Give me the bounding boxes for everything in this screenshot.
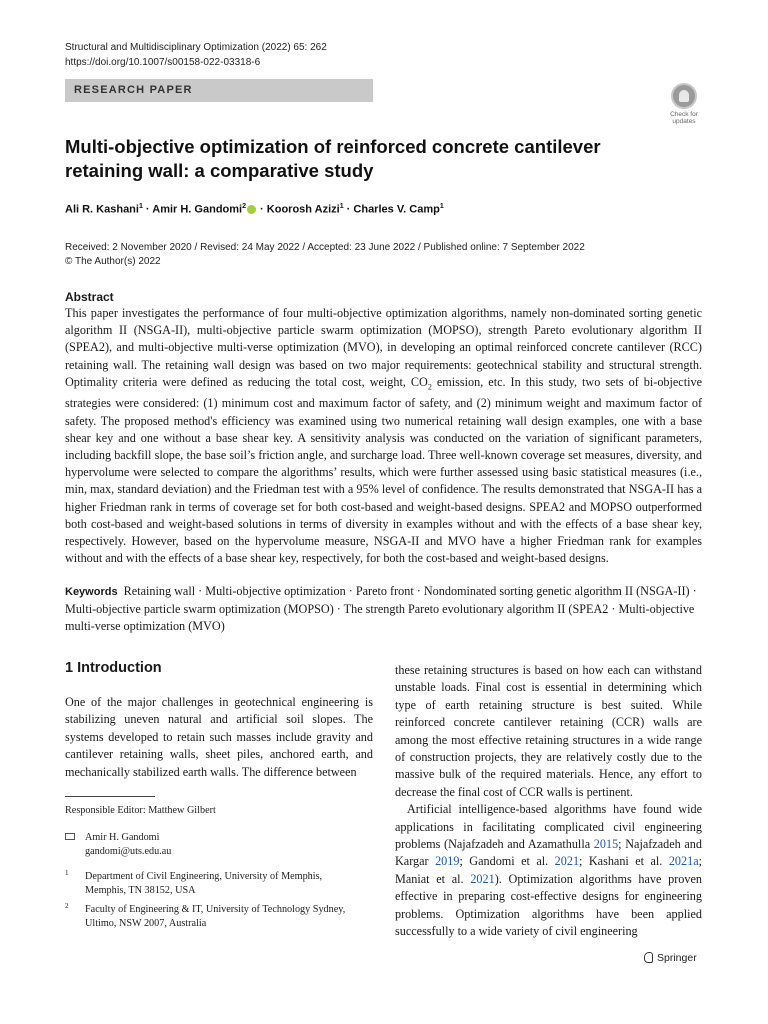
affiliation	[65, 903, 365, 930]
article-type-label: RESEARCH PAPER	[74, 84, 193, 96]
author-separator: ·	[343, 203, 354, 216]
contact-name: Amir H. Gandomi	[85, 832, 160, 843]
dates-line: Received: 2 November 2020 / Revised: 24 May 2022 / Accepted: 23 June 2022 / Published online: 7 September 2022	[65, 242, 585, 253]
affiliation-number: 1	[65, 869, 69, 877]
paper-title: Multi-objective optimization of reinforced concrete cantilever retaining wall: a comparative study	[65, 136, 601, 181]
publication-history	[65, 241, 585, 269]
springer-horse-icon	[644, 952, 653, 963]
abstract-heading: Abstract	[65, 290, 114, 304]
author-separator: ·	[142, 203, 153, 216]
paragraph	[395, 801, 702, 940]
author-affiliation-marker: 1	[138, 203, 143, 210]
check-for-updates-badge[interactable]	[664, 83, 704, 125]
orcid-icon[interactable]	[247, 205, 256, 214]
corresponding-author	[65, 831, 171, 858]
keywords-text: Retaining wall · Multi-objective optimization · Pareto front · Nondominated sorting genetic algorithm II (NSGA-II) · Multi-objective particle swarm optimization (MOPSO) · The strength Pareto evolutionary algorithm II (SPEA2 · Multi-objective multi-verse optimization (MVO)	[65, 584, 697, 634]
article-type-banner	[65, 79, 373, 102]
paragraph-text: ; Najafzadeh and Kargar	[395, 837, 702, 869]
citation-link[interactable]: 2019	[435, 854, 460, 869]
citation-link[interactable]: 2021	[554, 854, 580, 869]
paragraph-text: Artificial intelligence-based algorithms have found wide applications in facilitating complicated civil engineering problems (Najafzadeh and Azamathulla	[395, 802, 702, 852]
publisher-name: Springer	[657, 952, 697, 964]
responsible-editor: Responsible Editor: Matthew Gilbert	[65, 805, 216, 816]
keywords-label: Keywords	[65, 586, 118, 598]
co2-subscript: 2	[427, 382, 432, 392]
paragraph: One of the major challenges in geotechnical engineering is stabilizing uneven natural and artificial soil slopes. The systems developed to retain such masses include gravity and cantilever retaining walls, sheet piles, anchored earth, and mechanically stabilized earth walls. The difference between	[65, 695, 373, 779]
abstract-text-part2: emission, etc. In this study, two sets of bi-objective strategies were considered: (1) minimum cost and maximum factor of safety, and (2) minimum weight and maximum factor of safety. The proposed method's efficiency was examined using two numerical retaining wall design examples, one with a base shear key and one without a base shear key. A sensitivity analysis was conducted on the variation of significant parameters, including backfill slope, the base soil’s friction angle, and surcharge load. Three well-known coverage set measures, diversity, and hypervolume were selected to compare the algorithms’ results, which were further assessed using basic statistical measures (i.e., min, max, standard deviation) and the Friedman test with a 95% level of confidence. The results demonstrated that NSGA-II has a higher Friedman rank in terms of coverage set for both cost-based and weight-based designs. SPEA2 and MOPSO outperformed both cost-based and weight-based solutions in terms of diversity in examples without and with the effects of a base shear key, respectively. However, based on the hypervolume measure, NSGA-II and MVO have a higher Friedman rank for examples without and with the effects of a base shear key, respectively, for both the cost-based and weight-based designs.	[65, 374, 702, 566]
check-for-updates-line2: updates	[672, 118, 696, 125]
affiliation-number: 2	[65, 902, 69, 910]
paragraph-text: ; Gandomi et al.	[459, 854, 555, 869]
author-name[interactable]: Ali R. Kashani	[65, 203, 139, 216]
author-affiliation-marker: 1	[439, 203, 444, 210]
introduction-right-column	[395, 662, 702, 941]
footnote-divider	[65, 796, 155, 797]
paragraph-text: ; Maniat et al.	[395, 854, 702, 886]
paragraph-text: ). Optimization algorithms have proven effective in preparing cost-effective designs for engineering problems. Optimization algorithms have been applied successfully to a wide variety of civil engineering	[395, 871, 702, 939]
doi-link[interactable]: https://doi.org/10.1007/s00158-022-03318-6	[65, 57, 261, 68]
abstract-body	[65, 305, 702, 567]
copyright-line: © The Author(s) 2022	[65, 256, 161, 267]
affiliation	[65, 870, 365, 897]
bookmark-icon	[671, 83, 697, 109]
section-heading-introduction: 1 Introduction	[65, 660, 162, 676]
journal-citation	[65, 40, 327, 70]
envelope-icon	[65, 833, 75, 840]
check-for-updates-line1: Check for	[670, 111, 698, 118]
author-name[interactable]: Charles V. Camp	[353, 203, 440, 216]
abstract-text-part1: This paper investigates the performance of four multi-objective optimization algorithms, namely non-dominated sorting genetic algorithm II (NSGA-II), multi-objective particle swarm optimization (MOPSO), strength Pareto evolutionary algorithm II (SPEA2), and multi-objective multi-verse optimization (MVO), in developing an optimal reinforced concrete cantilever (RCC) retaining wall. The retaining wall design was based on two major requirements: geotechnical stability and structural strength. Optimality criteria were defined as reducing the total cost, weight, CO	[65, 306, 702, 389]
affiliation-text: Department of Civil Engineering, University of Memphis, Memphis, TN 38152, USA	[85, 871, 323, 896]
paragraph-text: ; Kashani et al.	[579, 854, 669, 869]
contact-email[interactable]: gandomi@uts.edu.au	[85, 845, 172, 857]
author-name[interactable]: Koorosh Azizi	[266, 203, 340, 216]
introduction-left-column	[65, 694, 373, 781]
publisher-logo	[644, 952, 697, 964]
citation-link[interactable]: 2021a	[668, 854, 699, 869]
keywords	[65, 583, 702, 636]
journal-line: Structural and Multidisciplinary Optimization (2022) 65: 262	[65, 42, 327, 53]
author-list	[65, 203, 444, 216]
author-affiliation-marker: 1	[339, 203, 344, 210]
author-name[interactable]: Amir H. Gandomi	[152, 203, 243, 216]
paragraph: these retaining structures is based on how each can withstand unstable loads. Final cost is essential in determining which type of earth retaining structure is best suited. While reinforced concrete cantilever retaining (CCR) walls are among the most effective retaining structures in a wide range of construction projects, they are relatively costly due to the massive bulk of the required materials. Hence, any effort to decrease the final cost of CCR walls is pertinent.	[395, 663, 702, 799]
citation-link[interactable]: 2021	[470, 871, 495, 886]
affiliation-text: Faculty of Engineering & IT, University of Technology Sydney, Ultimo, NSW 2007, Australia	[85, 904, 346, 929]
citation-link[interactable]: 2015	[593, 837, 619, 852]
author-separator: ·	[257, 203, 267, 216]
author-affiliation-marker: 2	[242, 203, 246, 210]
